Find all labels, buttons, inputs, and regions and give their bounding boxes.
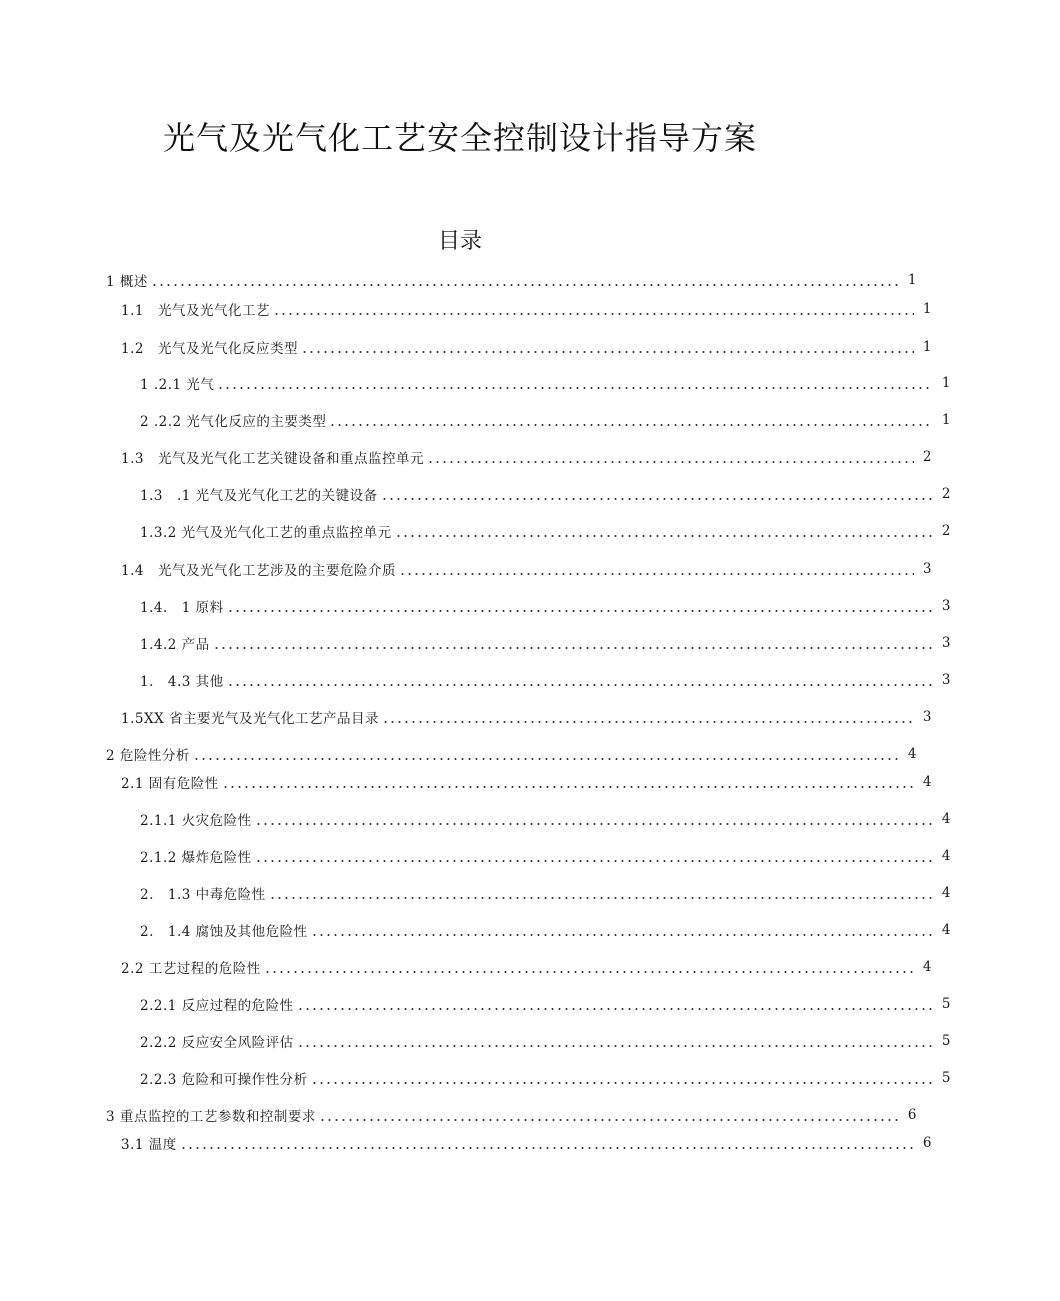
toc-page-number: 5 (941, 1033, 951, 1049)
toc-entry[interactable] (0, 371, 1060, 395)
toc-page-number: 1 (922, 301, 932, 317)
toc-entry[interactable] (0, 1131, 1041, 1155)
toc-entry[interactable] (0, 705, 1041, 729)
toc-page-number: 5 (941, 996, 951, 1012)
toc-entry-label: 3.1 温度 (121, 1137, 177, 1153)
toc-page-number: 6 (922, 1135, 932, 1151)
toc-entry-label: 1.1 光气及光气化工艺 (121, 303, 270, 319)
dot-leader (297, 1008, 933, 1010)
dot-leader (399, 573, 914, 575)
toc-entry[interactable] (0, 668, 1060, 692)
toc-entry-label: 1.5XX 省主要光气及光气化工艺产品目录 (121, 711, 379, 727)
toc-page-number: 4 (922, 959, 932, 975)
toc-page-number: 4 (922, 774, 932, 790)
toc-entry-label: 2.2 工艺过程的危险性 (121, 961, 261, 977)
toc-page-number: 4 (907, 746, 917, 762)
toc-entry[interactable] (0, 297, 1041, 321)
dot-leader (180, 1147, 914, 1149)
toc-entry-label: 2 危险性分析 (106, 748, 190, 764)
toc-entry-label: 1.4.2 产品 (140, 637, 210, 653)
dot-leader (227, 684, 933, 686)
toc-entry[interactable] (0, 557, 1041, 581)
toc-entry[interactable] (0, 482, 1060, 506)
toc-entry[interactable] (0, 918, 1060, 942)
toc-page-number: 4 (941, 885, 951, 901)
toc-entry[interactable] (0, 268, 1026, 292)
dot-leader (151, 284, 899, 286)
toc-entry-label: 2. 1.3 中毒危险性 (140, 887, 266, 903)
toc-entry-label: 1.3.2 光气及光气化工艺的重点监控单元 (140, 525, 392, 541)
dot-leader (222, 786, 914, 788)
toc-entry[interactable] (0, 1029, 1060, 1053)
dot-leader (381, 498, 933, 500)
toc-page-number: 3 (922, 561, 932, 577)
toc-entry-label: 2.2.1 反应过程的危险性 (140, 998, 294, 1014)
toc-entry-label: 1 .2.1 光气 (140, 377, 215, 393)
dot-leader (193, 758, 899, 760)
toc-entry[interactable] (0, 955, 1041, 979)
toc-page-number: 3 (941, 635, 951, 651)
toc-page-number: 4 (941, 922, 951, 938)
toc-entry[interactable] (0, 408, 1060, 432)
toc-page-number: 3 (941, 672, 951, 688)
toc-entry[interactable] (0, 594, 1060, 618)
toc-page-number: 1 (907, 272, 917, 288)
toc-entry-label: 1 概述 (106, 274, 148, 290)
toc-entry[interactable] (0, 445, 1041, 469)
dot-leader (395, 535, 933, 537)
dot-leader (264, 971, 914, 973)
toc-heading: 目录 (437, 229, 482, 254)
toc-entry-label: 1.4. 1 原料 (140, 600, 224, 616)
dot-leader (311, 934, 933, 936)
dot-leader (255, 860, 933, 862)
dot-leader (311, 1082, 933, 1084)
dot-leader (319, 1119, 899, 1121)
toc-page-number: 4 (941, 811, 951, 827)
toc-entry[interactable] (0, 770, 1041, 794)
toc-entry-label: 2.1.2 爆炸危险性 (140, 850, 252, 866)
toc-page-number: 1 (941, 412, 951, 428)
toc-page-number: 2 (941, 486, 951, 502)
toc-entry-label: 2.1 固有危险性 (121, 776, 219, 792)
dot-leader (269, 897, 933, 899)
toc-entry-label: 2.1.1 火灾危险性 (140, 813, 252, 829)
toc-entry[interactable] (0, 807, 1060, 831)
toc-page-number: 3 (922, 709, 932, 725)
toc-page-number: 5 (941, 1070, 951, 1086)
toc-entry-label: 1.3 .1 光气及光气化工艺的关键设备 (140, 488, 378, 504)
toc-entry-label: 1.3 光气及光气化工艺关键设备和重点监控单元 (121, 451, 424, 467)
dot-leader (427, 461, 914, 463)
dot-leader (301, 351, 914, 353)
toc-entry-label: 2 .2.2 光气化反应的主要类型 (140, 414, 327, 430)
toc-entry[interactable] (0, 631, 1060, 655)
toc-entry[interactable] (0, 992, 1060, 1016)
toc-entry[interactable] (0, 844, 1060, 868)
toc-entry-label: 2.2.2 反应安全风险评估 (140, 1035, 294, 1051)
dot-leader (297, 1045, 933, 1047)
toc-page-number: 6 (907, 1107, 917, 1123)
toc-entry-label: 1.2 光气及光气化反应类型 (121, 341, 298, 357)
toc-page-number: 3 (941, 598, 951, 614)
dot-leader (255, 823, 933, 825)
toc-entry[interactable] (0, 742, 1026, 766)
toc-entry[interactable] (0, 881, 1060, 905)
toc-page-number: 1 (941, 375, 951, 391)
dot-leader (227, 610, 933, 612)
toc-entry-label: 2. 1.4 腐蚀及其他危险性 (140, 924, 308, 940)
document-title: 光气及光气化工艺安全控制设计指导方案 (162, 119, 757, 157)
toc-entry-label: 2.2.3 危险和可操作性分析 (140, 1072, 308, 1088)
toc-entry-label: 1.4 光气及光气化工艺涉及的主要危险介质 (121, 563, 396, 579)
toc-page-number: 4 (941, 848, 951, 864)
toc-page-number: 1 (922, 339, 932, 355)
toc-entry[interactable] (0, 1066, 1060, 1090)
toc-page-number: 2 (922, 449, 932, 465)
toc-entry[interactable] (0, 335, 1041, 359)
toc-page-number: 2 (941, 523, 951, 539)
toc-entry-label: 1. 4.3 其他 (140, 674, 224, 690)
toc-entry[interactable] (0, 519, 1060, 543)
dot-leader (273, 313, 914, 315)
dot-leader (217, 387, 933, 389)
dot-leader (382, 721, 914, 723)
dot-leader (329, 424, 933, 426)
dot-leader (213, 647, 933, 649)
toc-entry[interactable] (0, 1103, 1026, 1127)
toc-entry-label: 3 重点监控的工艺参数和控制要求 (106, 1109, 316, 1125)
